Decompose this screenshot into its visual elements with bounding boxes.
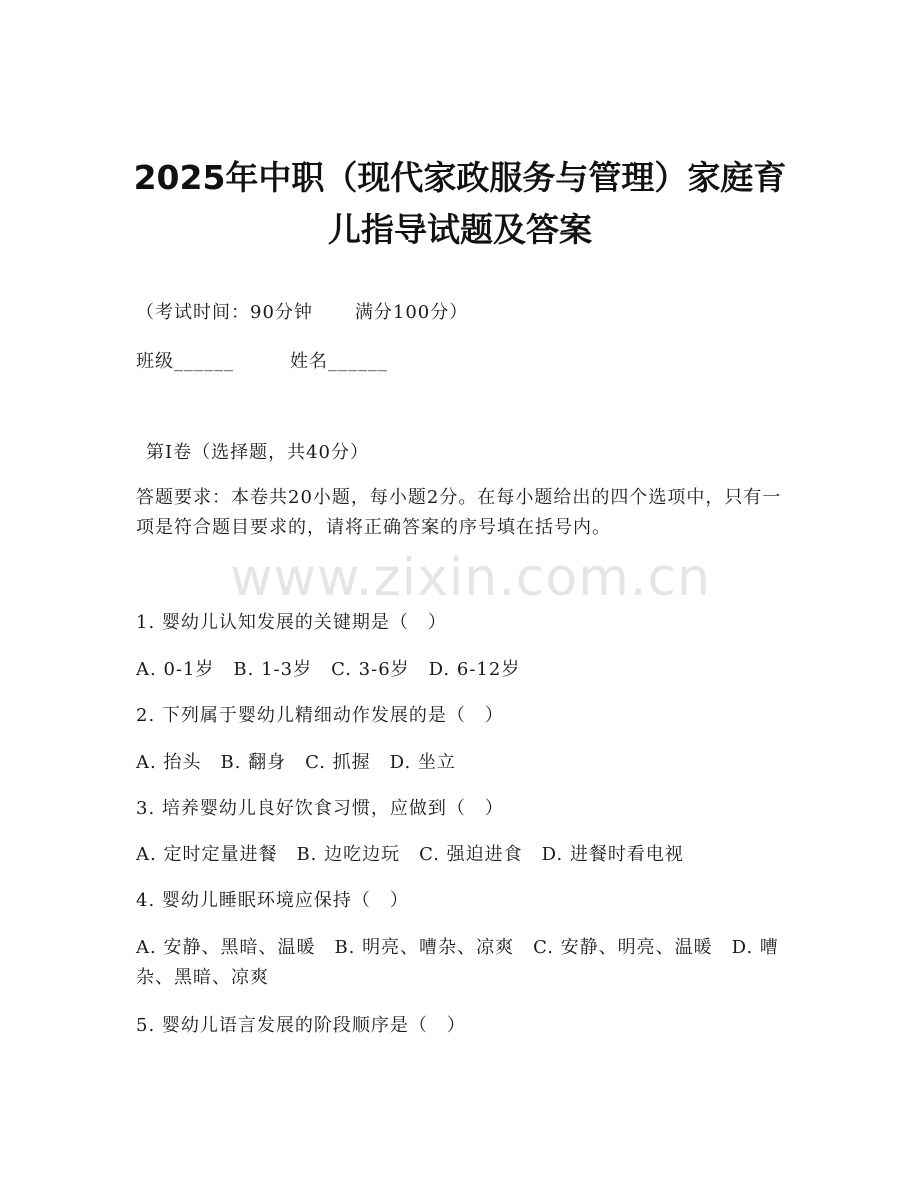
section-title: 第Ⅰ卷（选择题，共40分） — [146, 442, 370, 463]
question-2-options: A. 抬头 B. 翻身 C. 抓握 D. 坐立 — [136, 752, 456, 773]
question-2-stem: 2. 下列属于婴幼儿精细动作发展的是（ ） — [136, 705, 504, 726]
question-3-options: A. 定时定量进餐 B. 边吃边玩 C. 强迫进食 D. 进餐时看电视 — [136, 844, 684, 865]
student-fields — [136, 347, 796, 377]
instructions: 答题要求：本卷共20小题，每小题2分。在每小题给出的四个选项中，只有一项是符合题目要求的，请将正确答案的序号填在括号内。 — [136, 487, 782, 538]
document-title — [100, 152, 820, 256]
title-line-2: 儿指导试题及答案 — [328, 210, 592, 249]
question-4-stem: 4. 婴幼儿睡眠环境应保持（ ） — [136, 890, 409, 911]
name-field: 姓名______ — [290, 351, 388, 372]
exam-info — [136, 298, 796, 328]
question-1-stem: 1. 婴幼儿认知发展的关键期是（ ） — [136, 612, 447, 633]
full-score: 满分100分） — [354, 302, 469, 323]
question-5-stem: 5. 婴幼儿语言发展的阶段顺序是（ ） — [136, 1015, 466, 1036]
question-3-stem: 3. 培养婴幼儿良好饮食习惯，应做到（ ） — [136, 798, 504, 819]
question-1-options: A. 0-1岁 B. 1-3岁 C. 3-6岁 D. 6-12岁 — [136, 659, 521, 680]
exam-time: （考试时间：90分钟 — [136, 302, 313, 323]
question-4-options: A. 安静、黑暗、温暖 B. 明亮、嘈杂、凉爽 C. 安静、明亮、温暖 D. 嘈杂、黑暗、凉爽 — [136, 937, 779, 988]
title-line-1: 2025年中职（现代家政服务与管理）家庭育 — [133, 158, 787, 197]
class-field: 班级______ — [136, 351, 234, 372]
watermark: www.zixin.com.cn — [230, 548, 711, 608]
